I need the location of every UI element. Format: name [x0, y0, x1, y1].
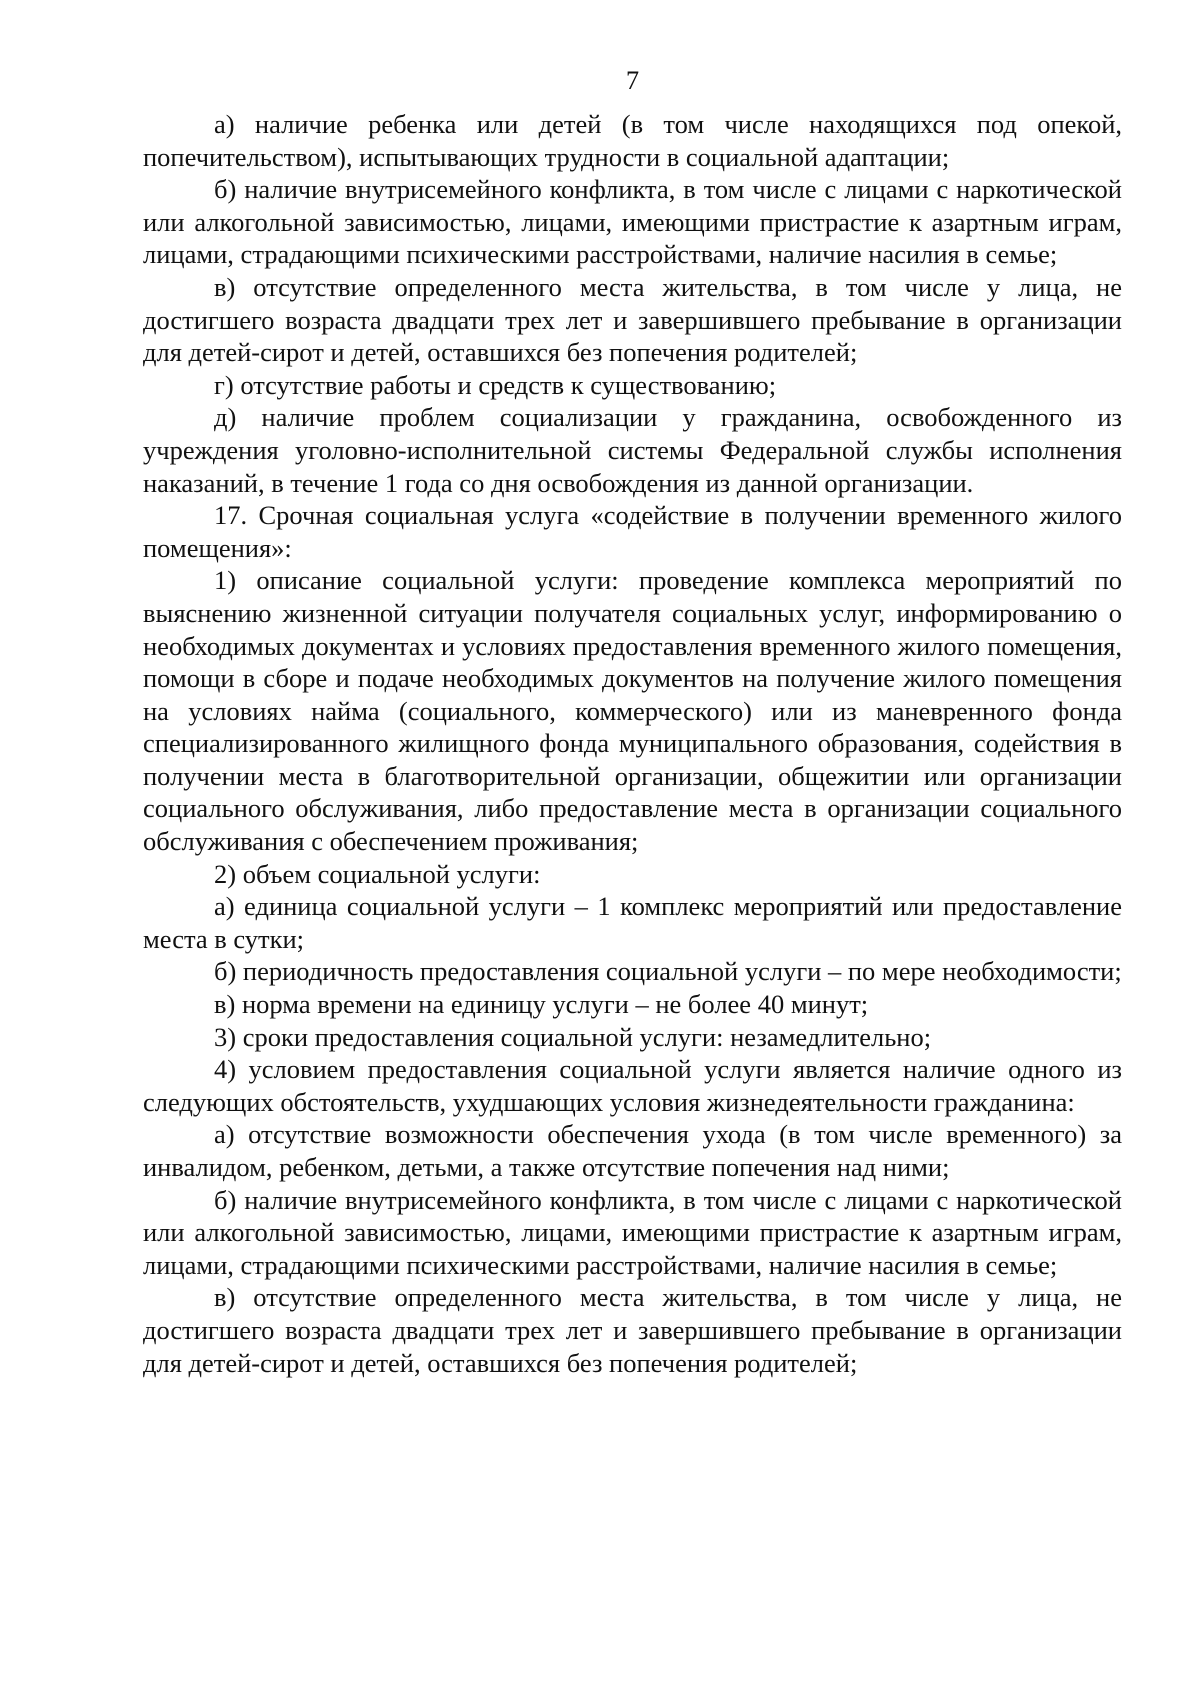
- paragraph-item-v-no-residence: в) отсутствие определенного места жительства, в том числе у лица, не достигшего возраста двадцати трех лет и завершившего пребывание в организации для детей-сирот и детей, оставшихся без попечения родителей;: [143, 271, 1122, 368]
- paragraph-condition-b-family-conflict: б) наличие внутрисемейного конфликта, в том числе с лицами с наркотической или алкогольной зависимостью, лицами, имеющими пристрастие к азартным играм, лицами, страдающими психическими расстройствами, наличие насилия в семье;: [143, 1184, 1122, 1280]
- paragraph-volume-unit: а) единица социальной услуги – 1 комплекс мероприятий или предоставление места в сутки;: [143, 891, 1122, 954]
- paragraph-service-volume: 2) объем социальной услуги:: [214, 858, 541, 889]
- paragraph-section-17-heading: 17. Срочная социальная услуга «содействие в получении временного жилого помещения»:: [143, 500, 1122, 563]
- paragraph-item-a-child-adaptation: а) наличие ребенка или детей (в том числе находящихся под опекой, попечительством), испытывающих трудности в социальной адаптации;: [143, 109, 1122, 172]
- paragraph-item-d-socialization: д) наличие проблем социализации у гражданина, освобожденного из учреждения уголовно-исполнительной системы Федеральной службы исполнения наказаний, в течение 1 года со дня освобождения из данной организации.: [143, 402, 1122, 498]
- paragraph-service-terms: 3) сроки предоставления социальной услуги: незамедлительно;: [214, 1021, 932, 1052]
- document-page: [143, 64, 1122, 1379]
- paragraph-volume-time-norm: в) норма времени на единицу услуги – не более 40 минут;: [214, 989, 869, 1020]
- paragraph-service-conditions: 4) условием предоставления социальной услуги является наличие одного из следующих обстоятельств, ухудшающих условия жизнедеятельности гражданина:: [143, 1054, 1122, 1117]
- paragraph-condition-v-no-residence: в) отсутствие определенного места жительства, в том числе у лица, не достигшего возраста двадцати трех лет и завершившего пребывание в организации для детей-сирот и детей, оставшихся без попечения родителей;: [143, 1282, 1122, 1378]
- paragraph-condition-a-care: а) отсутствие возможности обеспечения ухода (в том числе временного) за инвалидом, ребенком, детьми, а также отсутствие попечения над ними;: [143, 1119, 1122, 1182]
- paragraph-volume-periodicity: б) периодичность предоставления социальной услуги – по мере необходимости;: [214, 956, 1122, 987]
- paragraph-item-b-family-conflict: б) наличие внутрисемейного конфликта, в том числе с лицами с наркотической или алкогольной зависимостью, лицами, имеющими пристрастие к азартным играм, лицами, страдающими психическими расстройствами, наличие насилия в семье;: [143, 174, 1122, 270]
- page-number: 7: [625, 65, 640, 95]
- paragraph-service-description: 1) описание социальной услуги: проведение комплекса мероприятий по выяснению жизненной ситуации получателя социальных услуг, информированию о необходимых документах и условиях предоставления временного жилого помещения, помощи в сборе и подаче необходимых документов на получение жилого помещения на условиях найма (социального, коммерческого) или из маневренного фонда специализированного жилищного фонда муниципального образования, содействия в получении места в благотворительной организации, общежитии или организации социального обслуживания, либо предоставление места в организации социального обслуживания с обеспечением проживания;: [143, 565, 1122, 857]
- paragraph-item-g-no-work: г) отсутствие работы и средств к существованию;: [214, 369, 777, 400]
